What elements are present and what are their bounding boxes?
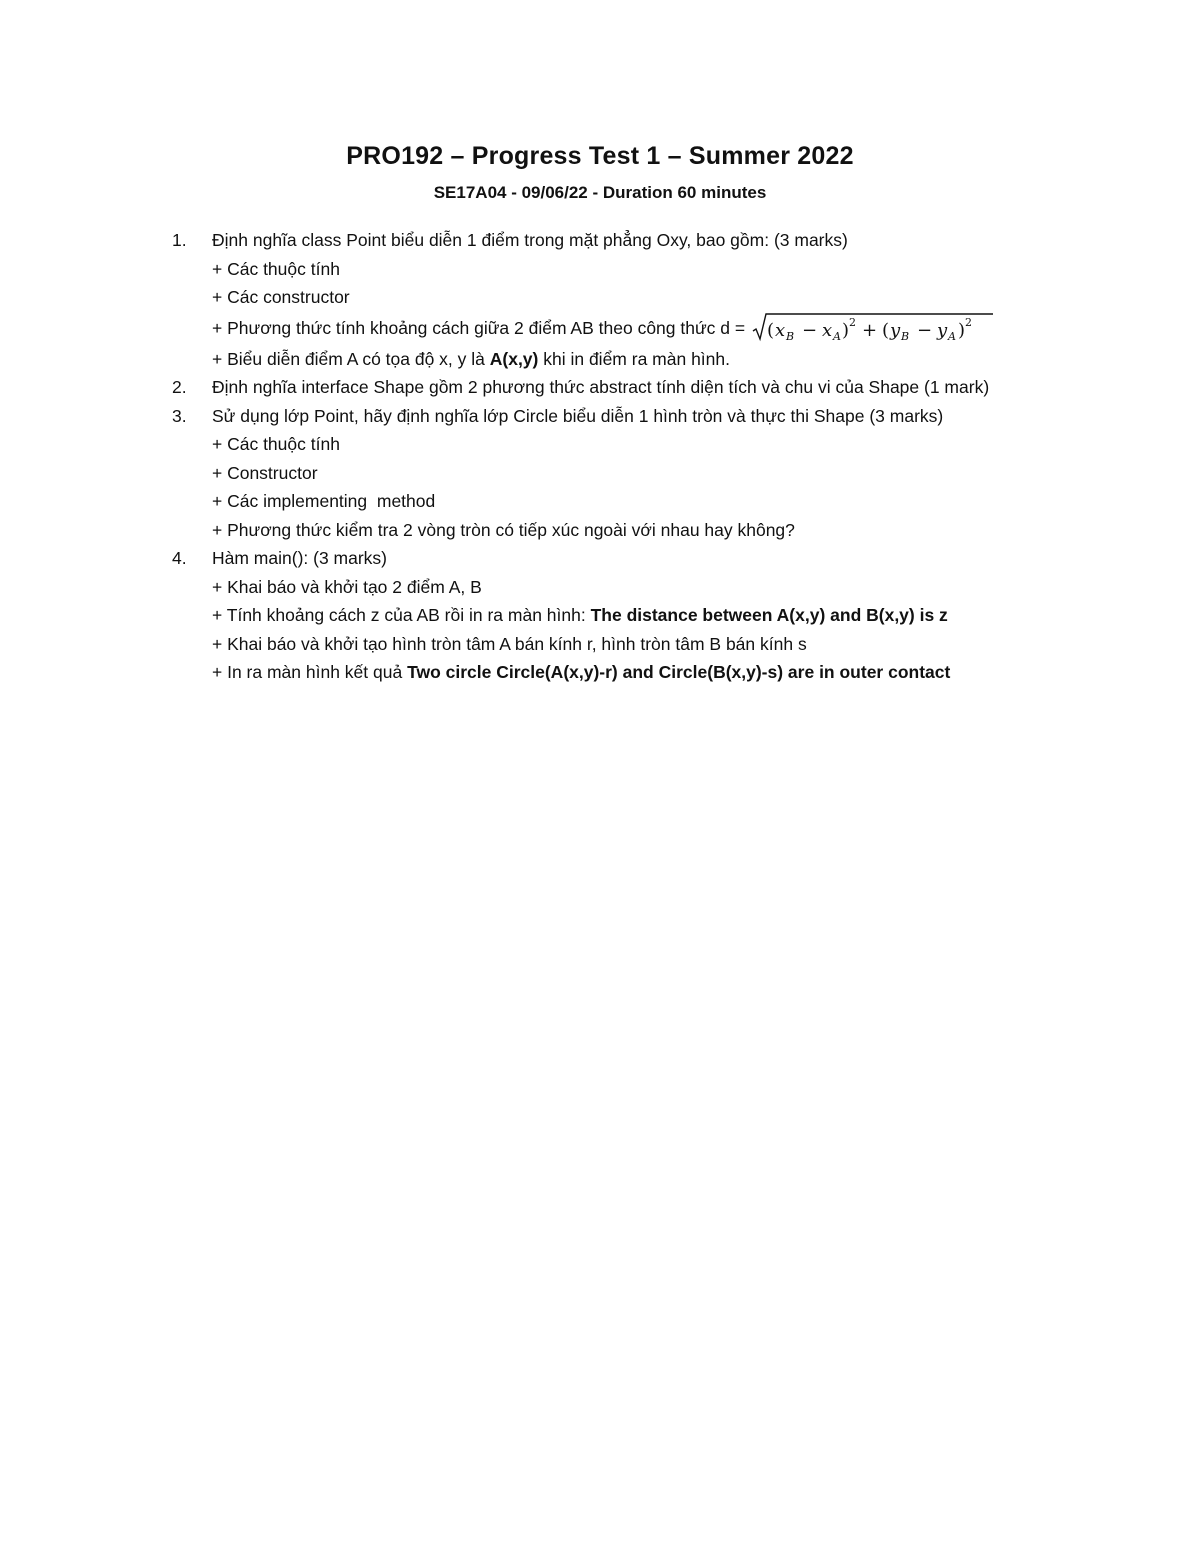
question-2 xyxy=(172,373,1072,402)
distance-formula xyxy=(752,311,994,343)
question-text: Sử dụng lớp Point, hãy định nghĩa lớp Circle biểu diễn 1 hình tròn và thực thi Shape (3 marks) xyxy=(212,405,944,426)
sub-item xyxy=(212,658,1072,687)
formula-line xyxy=(212,312,1072,345)
formula-plus: + xyxy=(861,319,878,341)
question-number: 1. xyxy=(172,230,187,250)
page-subtitle: SE17A04 - 09/06/22 - Duration 60 minutes xyxy=(433,183,767,202)
formula-pow-2: 2 xyxy=(964,315,972,329)
sub-item: + Các thuộc tính xyxy=(212,434,340,454)
formula-open-paren: ( xyxy=(766,319,775,341)
sub-item: + Các thuộc tính xyxy=(212,258,340,279)
formula-open-paren-2: ( xyxy=(881,319,890,341)
formula-xa: x xyxy=(821,319,833,341)
sub-item-bold: Two circle Circle(A(x,y)-r) and Circle(B(x,y)-s) are in outer contact xyxy=(407,662,951,682)
question-list xyxy=(172,226,1072,687)
sub-item-text: + Tính khoảng cách z của AB rồi in ra màn hình: xyxy=(212,605,591,625)
question-number: 3. xyxy=(172,405,187,426)
formula-close-paren-2: ) xyxy=(957,319,966,341)
formula-sub-a: A xyxy=(832,329,841,343)
formula-xb: x xyxy=(774,319,786,341)
question-3 xyxy=(172,402,1072,545)
sub-item: + Constructor xyxy=(212,462,318,483)
sub-item: + Khai báo và khởi tạo 2 điểm A, B xyxy=(212,576,482,597)
formula-ya: y xyxy=(936,319,948,341)
formula-minus: − xyxy=(801,319,818,341)
sub-item: + Các constructor xyxy=(212,287,350,307)
sub-item-bold: The distance between A(x,y) and B(x,y) is z xyxy=(590,605,948,625)
sub-item-text: khi in điểm ra màn hình. xyxy=(538,348,730,369)
sub-item: + Các implementing method xyxy=(212,491,436,511)
sub-item xyxy=(212,345,1072,374)
formula-sub-a-2: A xyxy=(947,329,956,343)
formula-pow: 2 xyxy=(848,315,856,329)
question-text: Hàm main(): (3 marks) xyxy=(212,548,388,568)
formula-minus-2: − xyxy=(916,319,933,341)
page-title: PRO192 – Progress Test 1 – Summer 2022 xyxy=(346,142,854,170)
question-4 xyxy=(172,544,1072,687)
sub-item: + Phương thức kiểm tra 2 vòng tròn có tiếp xúc ngoài với nhau hay không? xyxy=(212,519,795,540)
sub-item-text: + Biểu diễn điểm A có tọa độ x, y là xyxy=(212,348,490,369)
formula-prefix: + Phương thức tính khoảng cách giữa 2 điểm AB theo công thức d = xyxy=(212,317,746,338)
question-text: Định nghĩa interface Shape gồm 2 phương thức abstract tính diện tích và chu vi của Shape (1 mark) xyxy=(212,377,990,397)
formula-close-paren: ) xyxy=(841,319,850,341)
question-1 xyxy=(172,226,1072,373)
formula-yb: y xyxy=(889,319,901,341)
question-text: Định nghĩa class Point biểu diễn 1 điểm trong mặt phẳng Oxy, bao gồm: (3 marks) xyxy=(212,230,848,250)
sqrt-formula-graphic xyxy=(752,311,994,343)
question-number: 4. xyxy=(172,548,187,568)
question-number: 2. xyxy=(172,377,187,397)
sub-item xyxy=(212,601,1072,630)
sub-item-text: + In ra màn hình kết quả xyxy=(212,662,408,682)
formula-sub-b-2: B xyxy=(900,329,910,343)
formula-sub-b: B xyxy=(785,329,795,343)
sub-item-bold: A(x,y) xyxy=(489,348,539,369)
sub-item: + Khai báo và khởi tạo hình tròn tâm A bán kính r, hình tròn tâm B bán kính s xyxy=(212,633,807,654)
